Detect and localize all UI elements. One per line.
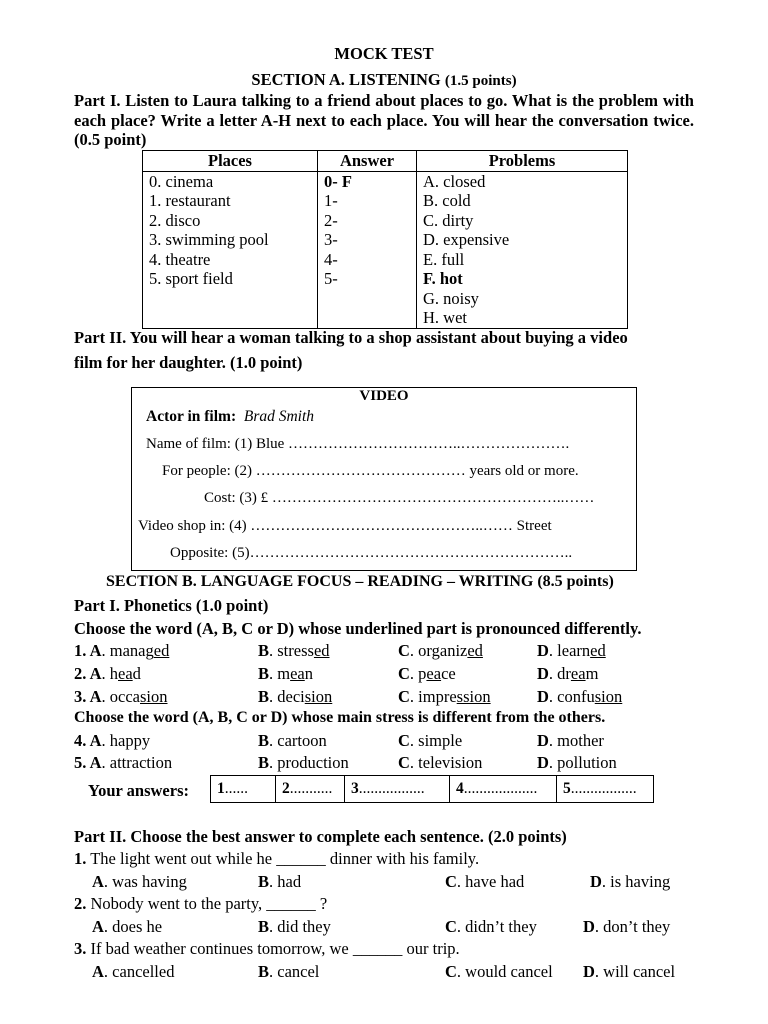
- phonetics-q2-a[interactable]: 2. A. head: [74, 664, 141, 683]
- header-problems: Problems: [417, 151, 628, 172]
- phonetics-q1-a[interactable]: 1. A. managed: [74, 641, 170, 660]
- part2-grammar-title: Part II. Choose the best answer to complete each sentence. (2.0 points): [74, 827, 567, 846]
- q3-option-c[interactable]: C. would cancel: [445, 962, 553, 981]
- shop-field[interactable]: Video shop in: (4) ………………………………………..…… Street: [138, 518, 552, 534]
- q1-option-b[interactable]: B. had: [258, 872, 302, 891]
- q3-option-b[interactable]: B. cancel: [258, 962, 320, 981]
- answer-cell-4[interactable]: 4...................: [450, 776, 557, 803]
- q1-option-a[interactable]: A. was having: [92, 872, 187, 891]
- phonetics-q3-a[interactable]: 3. A. occasion: [74, 687, 168, 706]
- answers-grid: [210, 775, 654, 803]
- part2-instruction-line2: film for her daughter. (1.0 point): [74, 353, 303, 372]
- q2-option-a[interactable]: A. does he: [92, 917, 163, 936]
- video-title: VIDEO: [359, 388, 409, 404]
- phonetics-instruction-2: Choose the word (A, B, C or D) whose main stress is different from the others.: [74, 709, 606, 726]
- answer-blank[interactable]: 4-: [324, 249, 338, 269]
- stress-q5-c[interactable]: C. television: [398, 753, 483, 772]
- actor-line: Actor in film: Brad Smith: [146, 408, 315, 425]
- stress-q5-b[interactable]: B. production: [258, 753, 349, 772]
- place-item: 3. swimming pool: [149, 230, 269, 249]
- header-places: Places: [143, 151, 318, 172]
- q3-option-a[interactable]: A. cancelled: [92, 962, 175, 981]
- phonetics-title: Part I. Phonetics (1.0 point): [74, 596, 269, 615]
- answer-cell-5[interactable]: 5.................: [557, 776, 654, 803]
- problem-item: H. wet: [423, 308, 467, 327]
- phonetics-q1-d[interactable]: D. learned: [537, 641, 606, 660]
- answers-column: [318, 171, 417, 328]
- answer-blank[interactable]: 5-: [324, 269, 338, 288]
- answer-cell-3[interactable]: 3.................: [345, 776, 450, 803]
- answer-cell-1[interactable]: 1......: [211, 776, 276, 803]
- problems-column: [417, 171, 628, 328]
- section-a-heading: SECTION A. LISTENING (1.5 points): [251, 70, 517, 89]
- phonetics-q2-b[interactable]: B. mean: [258, 664, 314, 683]
- question-1: 1. The light went out while he ______ dinner with his family.: [74, 849, 480, 868]
- answer-blank[interactable]: 3-: [324, 230, 338, 249]
- problem-item: B. cold: [423, 191, 471, 210]
- phonetics-q1-b[interactable]: B. stressed: [258, 641, 330, 660]
- stress-q4-c[interactable]: C. simple: [398, 731, 463, 750]
- answer-example: 0- F: [324, 171, 352, 191]
- stress-q4-a[interactable]: 4. A. happy: [74, 731, 151, 750]
- problem-item: A. closed: [423, 171, 486, 191]
- q2-option-b[interactable]: B. did they: [258, 917, 331, 936]
- stress-q4-d[interactable]: D. mother: [537, 731, 604, 750]
- problem-item: D. expensive: [423, 230, 510, 249]
- problem-item: E. full: [423, 249, 465, 269]
- question-3: 3. If bad weather continues tomorrow, we ______ our trip.: [74, 939, 460, 958]
- places-column: [143, 171, 318, 328]
- answer-blank[interactable]: 1-: [324, 191, 338, 210]
- q3-option-d[interactable]: D. will cancel: [583, 962, 676, 981]
- part1-instruction: Part I. Listen to Laura talking to a friend about places to go. What is the problem with each place? Write a letter A-H next to each place. You will hear the conversation twice. (0.5 point): [74, 91, 694, 149]
- q1-option-c[interactable]: C. have had: [445, 872, 525, 891]
- part2-instruction-line1: Part II. You will hear a woman talking to a shop assistant about buying a video: [74, 328, 628, 347]
- phonetics-q1-c[interactable]: C. organized: [398, 641, 483, 660]
- phonetics-q2-d[interactable]: D. dream: [537, 664, 599, 683]
- opposite-field[interactable]: Opposite: (5)………………………………………………………..: [170, 545, 573, 561]
- section-b-heading: SECTION B. LANGUAGE FOCUS – READING – WRITING (8.5 points): [106, 573, 614, 590]
- question-2: 2. Nobody went to the party, ______ ?: [74, 894, 328, 913]
- people-field[interactable]: For people: (2) …………………………………… years old or more.: [162, 463, 579, 479]
- place-item: 4. theatre: [149, 249, 211, 269]
- phonetics-instruction-1: Choose the word (A, B, C or D) whose underlined part is pronounced differently.: [74, 619, 642, 638]
- problem-item: C. dirty: [423, 210, 474, 230]
- place-item: 0. cinema: [149, 171, 214, 191]
- phonetics-q3-d[interactable]: D. confusion: [537, 687, 623, 706]
- stress-q4-b[interactable]: B. cartoon: [258, 731, 327, 750]
- places-table: [142, 150, 628, 329]
- film-name-field[interactable]: Name of film: (1) Blue ……………………………..………………….: [146, 436, 570, 452]
- answer-cell-2[interactable]: 2...........: [276, 776, 345, 803]
- q2-option-c[interactable]: C. didn’t they: [445, 917, 537, 936]
- header-answer: Answer: [318, 151, 417, 172]
- phonetics-q3-b[interactable]: B. decision: [258, 687, 333, 706]
- place-item: 1. restaurant: [149, 191, 231, 210]
- problem-item: G. noisy: [423, 288, 479, 308]
- page-title: MOCK TEST: [334, 44, 434, 63]
- q1-option-d[interactable]: D. is having: [590, 872, 671, 891]
- phonetics-q3-c[interactable]: C. impression: [398, 687, 491, 706]
- place-item: 5. sport field: [149, 269, 233, 288]
- q2-option-d[interactable]: D. don’t they: [583, 917, 671, 936]
- problem-item: F. hot: [423, 269, 463, 288]
- stress-q5-d[interactable]: D. pollution: [537, 753, 617, 772]
- phonetics-q2-c[interactable]: C. peace: [398, 664, 456, 683]
- answer-blank[interactable]: 2-: [324, 210, 338, 230]
- your-answers-label: Your answers:: [88, 781, 189, 800]
- stress-q5-a[interactable]: 5. A. attraction: [74, 753, 173, 772]
- place-item: 2. disco: [149, 210, 201, 230]
- cost-field[interactable]: Cost: (3) £ …………………………………………………..……: [204, 490, 595, 506]
